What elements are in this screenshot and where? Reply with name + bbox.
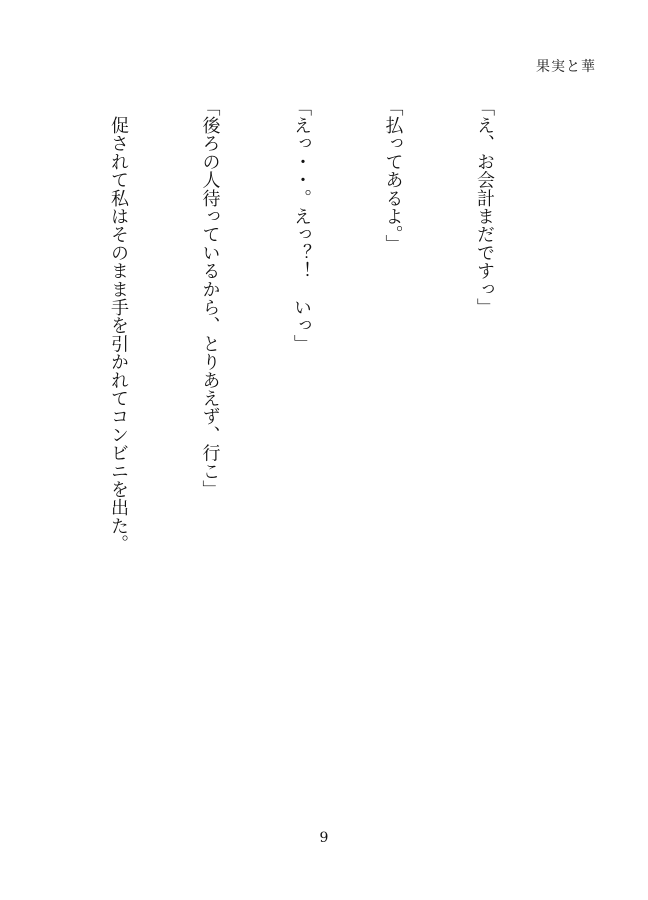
text-line: 「えっ・・。えっ？！ いっ」: [291, 98, 312, 353]
body-text: [0, 98, 560, 833]
text-line: 「払ってあるよ。」: [382, 98, 404, 253]
running-header: 果実と華: [536, 59, 596, 75]
text-line: 促されて私はそのまま手を引かれてコンビニを出た。: [108, 98, 129, 553]
text-line: 「え、お会計まだですっ」: [474, 98, 495, 317]
page-number: 9: [319, 830, 329, 846]
text-line: 「後ろの人待っているから、とりあえず、行こ」: [199, 98, 221, 499]
